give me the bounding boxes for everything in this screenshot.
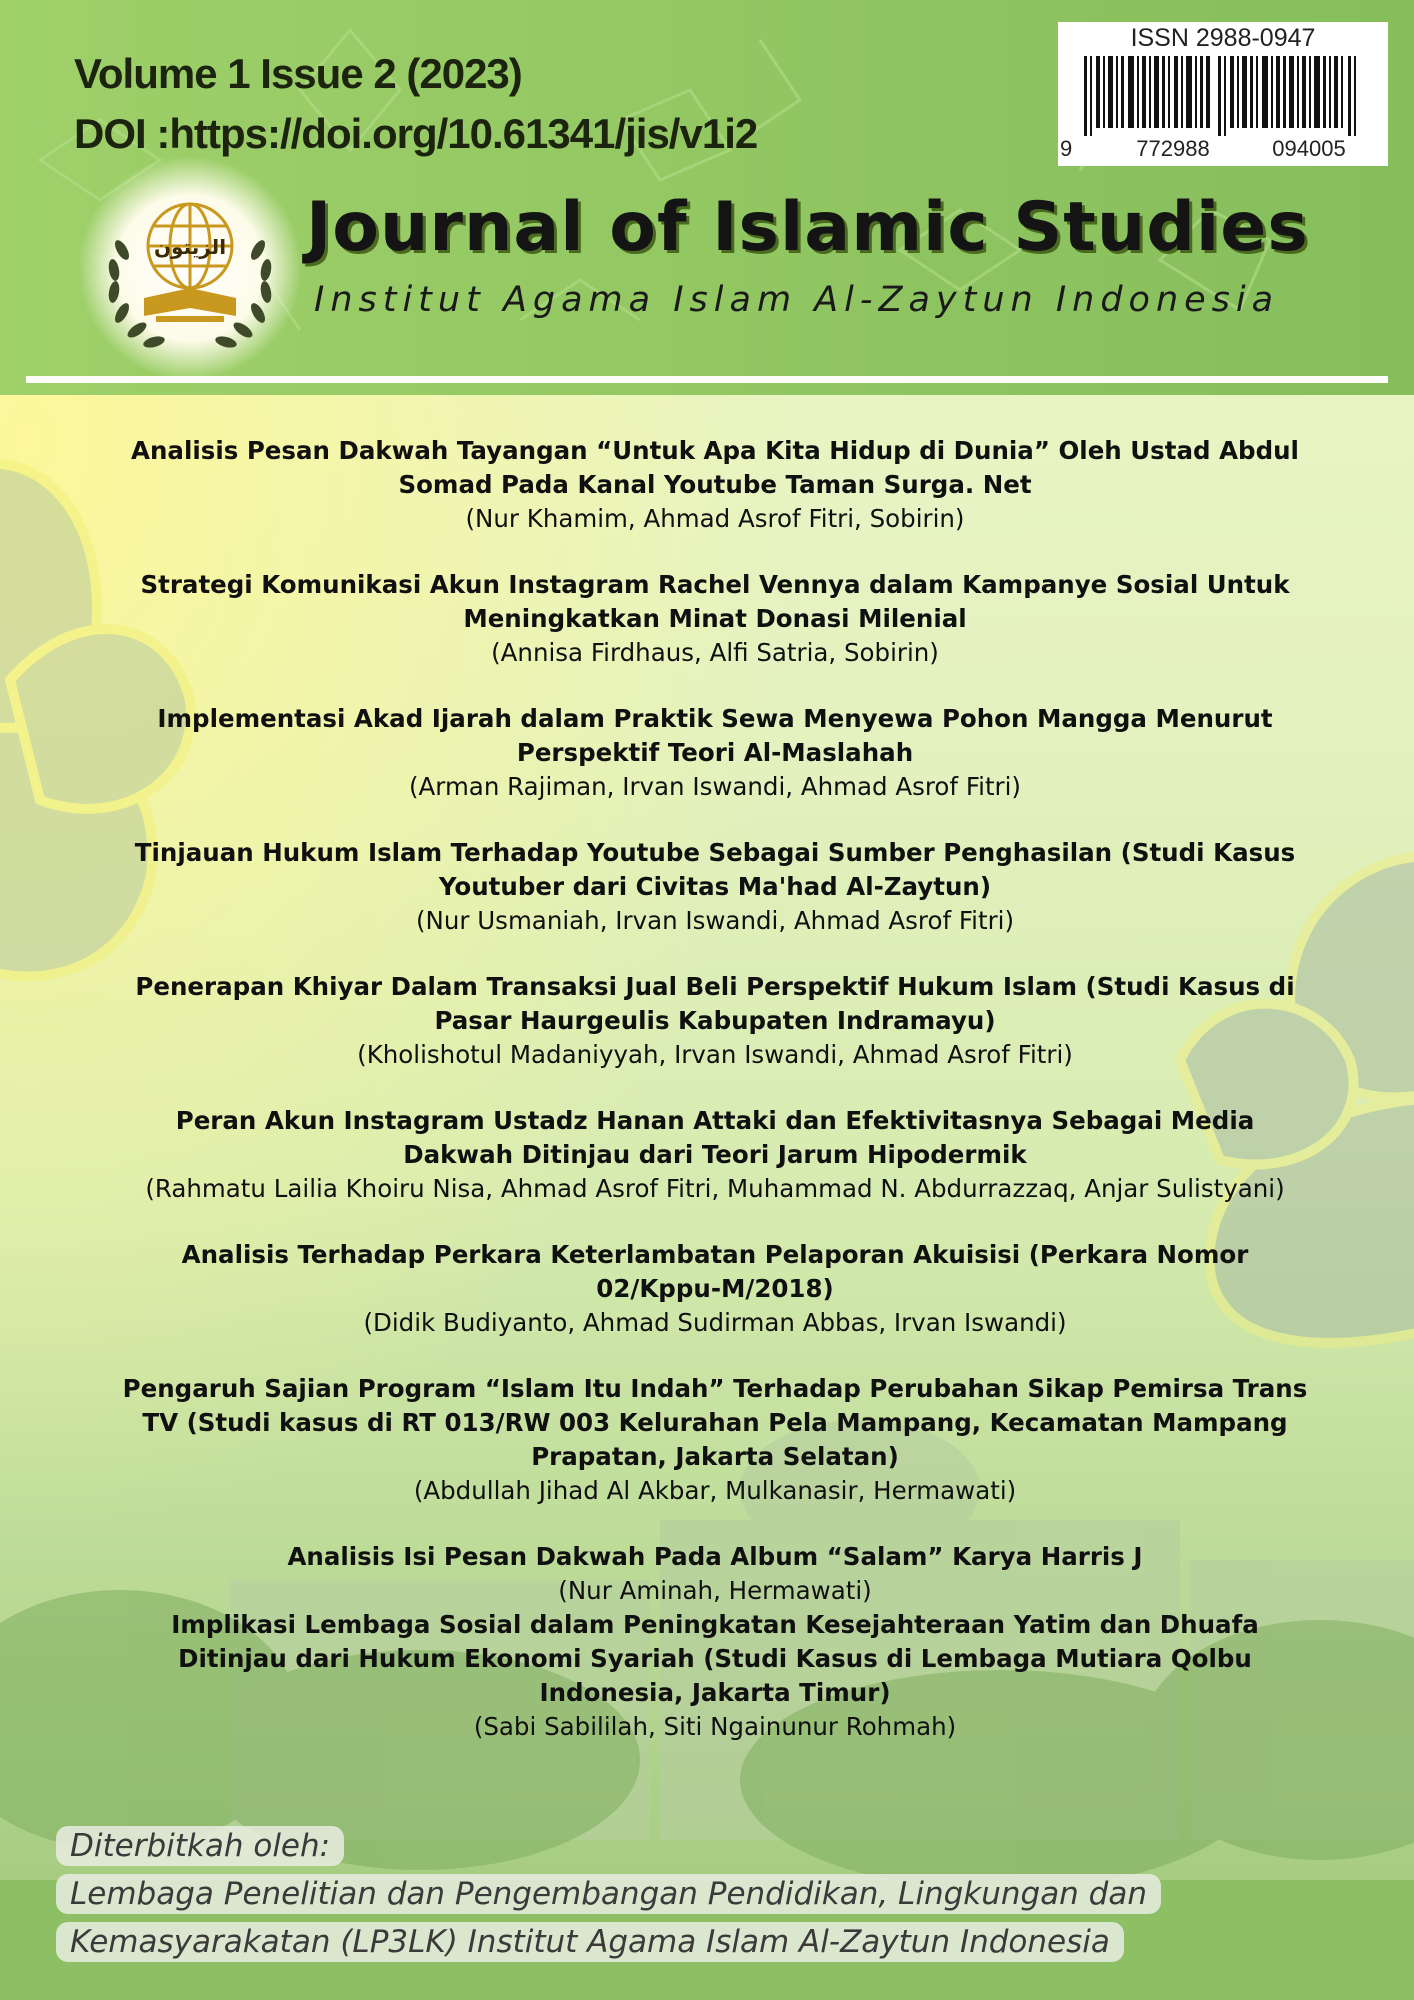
publisher-line-1: Lembaga Penelitian dan Pengembangan Pendidikan, Lingkungan dan: [56, 1874, 1161, 1914]
article-title: Strategi Komunikasi Akun Instagram Rachel Vennya dalam Kampanye Sosial Untuk Meningkatkan Minat Donasi Milenial: [140, 570, 1290, 633]
publisher-line-2: Kemasyarakatan (LP3LK) Institut Agama Islam Al-Zaytun Indonesia: [56, 1922, 1124, 1962]
list-item: [120, 434, 1310, 536]
article-title: Analisis Pesan Dakwah Tayangan “Untuk Apa Kita Hidup di Dunia” Oleh Ustad Abdul Somad Pada Kanal Youtube Taman Surga. Net: [131, 436, 1299, 499]
article-authors: (Nur Khamim, Ahmad Asrof Fitri, Sobirin): [465, 504, 965, 533]
list-item: [120, 1104, 1310, 1206]
article-authors: (Nur Usmaniah, Irvan Iswandi, Ahmad Asrof Fitri): [415, 906, 1015, 935]
journal-title: Journal of Islamic Studies: [306, 188, 1309, 267]
list-item: [120, 1372, 1310, 1508]
article-authors: (Sabi Sabililah, Siti Ngainunur Rohmah): [473, 1712, 957, 1741]
barcode-digits-mid: 772988: [1136, 136, 1210, 161]
article-title: Penerapan Khiyar Dalam Transaksi Jual Beli Perspektif Hukum Islam (Studi Kasus di Pasar Haurgeulis Kabupaten Indramayu): [135, 972, 1295, 1035]
institution-name: Institut Agama Islam Al-Zaytun Indonesia: [314, 280, 1280, 320]
logo-arabic-text: الزيتون: [153, 235, 227, 259]
list-item: [120, 1238, 1310, 1340]
doi-link[interactable]: DOI :https://doi.org/10.61341/jis/v1i2: [74, 110, 758, 157]
table-of-contents: [120, 434, 1310, 1776]
article-title: Implikasi Lembaga Sosial dalam Peningkatan Kesejahteraan Yatim dan Dhuafa Ditinjau dari Hukum Ekonomi Syariah (Studi Kasus di Lembaga Mutiara Qolbu Indonesia, Jakarta Timur): [171, 1610, 1259, 1707]
barcode-icon: [1084, 56, 1374, 136]
article-authors: (Rahmatu Lailia Khoiru Nisa, Ahmad Asrof Fitri, Muhammad N. Abdurrazzaq, Anjar Sulistyani): [145, 1174, 1285, 1203]
list-item: [120, 836, 1310, 938]
issn-number: ISSN 2988-0947: [1130, 24, 1316, 52]
issue-info: [74, 44, 757, 164]
article-title: Pengaruh Sajian Program “Islam Itu Indah” Terhadap Perubahan Sikap Pemirsa Trans TV (Studi kasus di RT 013/RW 003 Kelurahan Pela Mampang, Kecamatan Mampang Prapatan, Jakarta Selatan): [122, 1374, 1308, 1471]
barcode-digit-left: 9: [1060, 136, 1073, 161]
article-title: Analisis Terhadap Perkara Keterlambatan Pelaporan Akuisisi (Perkara Nomor 02/Kppu-M/2018): [181, 1240, 1249, 1303]
article-title: Tinjauan Hukum Islam Terhadap Youtube Sebagai Sumber Penghasilan (Studi Kasus Youtuber dari Civitas Ma'had Al-Zaytun): [134, 838, 1296, 901]
volume-issue: Volume 1 Issue 2 (2023): [74, 50, 522, 97]
article-title: Implementasi Akad Ijarah dalam Praktik Sewa Menyewa Pohon Mangga Menurut Perspektif Teori Al-Maslahah: [157, 704, 1273, 767]
list-item: [120, 702, 1310, 804]
article-authors: (Kholishotul Madaniyyah, Irvan Iswandi, Ahmad Asrof Fitri): [357, 1040, 1073, 1069]
list-item: [120, 970, 1310, 1072]
article-authors: (Arman Rajiman, Irvan Iswandi, Ahmad Asrof Fitri): [408, 772, 1021, 801]
publisher-info: [56, 1826, 1161, 1970]
article-title: Analisis Isi Pesan Dakwah Pada Album “Salam” Karya Harris J: [287, 1542, 1143, 1571]
publisher-label: Diterbitkah oleh:: [56, 1826, 344, 1866]
barcode-digits-right: 094005: [1272, 136, 1346, 161]
issn-barcode: [1058, 22, 1388, 166]
institution-logo: [92, 170, 288, 366]
header-divider: [26, 376, 1388, 383]
article-title: Peran Akun Instagram Ustadz Hanan Attaki dan Efektivitasnya Sebagai Media Dakwah Ditinjau dari Teori Jarum Hipodermik: [175, 1106, 1255, 1169]
book-icon: [144, 288, 236, 322]
list-item: [120, 1608, 1310, 1744]
list-item: [120, 568, 1310, 670]
article-authors: (Didik Budiyanto, Ahmad Sudirman Abbas, Irvan Iswandi): [363, 1308, 1067, 1337]
article-authors: (Annisa Firdhaus, Alfi Satria, Sobirin): [491, 638, 939, 667]
article-authors: (Nur Aminah, Hermawati): [558, 1576, 872, 1605]
list-item: [120, 1540, 1310, 1608]
article-authors: (Abdullah Jihad Al Akbar, Mulkanasir, Hermawati): [413, 1476, 1017, 1505]
